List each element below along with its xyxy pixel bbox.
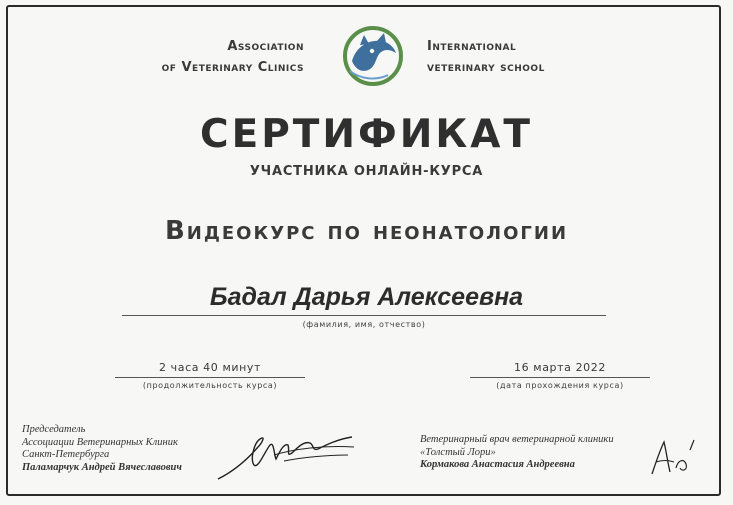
certificate-title: СЕРТИФИКАТ <box>199 112 534 157</box>
recipient-caption: (фамилия, имя, отчество) <box>302 320 426 329</box>
cat-head-logo-icon <box>342 25 404 87</box>
right-signer-title-2: «Толстый Лори» <box>420 446 496 458</box>
association-line-1: Association <box>227 39 304 54</box>
duration-caption: (продолжительность курса) <box>142 381 278 390</box>
association-line-2: of Veterinary Clinics <box>161 60 304 75</box>
date-underline <box>470 377 650 378</box>
left-signer-name: Паламарчук Андрей Вячеславович <box>22 461 182 473</box>
school-line-2: veterinary school <box>427 60 545 75</box>
school-name <box>427 36 545 78</box>
signature-icon <box>214 425 359 485</box>
signature-icon <box>646 428 706 480</box>
certificate-subtitle: УЧАСТНИКА ОНЛАЙН-КУРСА <box>249 164 484 179</box>
left-signer-title-2: Ассоциации Ветеринарных Клиник <box>22 436 178 448</box>
left-signer-title-1: Председатель <box>22 424 86 435</box>
association-name <box>162 36 304 78</box>
school-line-1: International <box>427 39 517 54</box>
course-name: Видеокурс по неонатологии <box>164 216 569 246</box>
duration-value: 2 часа 40 минут <box>158 361 262 374</box>
right-signer-name: Кормакова Анастасия Андреевна <box>420 459 575 470</box>
recipient-name: Бадал Дарья Алексеевна <box>209 283 524 311</box>
recipient-underline <box>122 315 606 316</box>
right-signer-title-1: Ветеринарный врач ветеринарной клиники <box>420 434 614 445</box>
left-signer <box>22 424 182 474</box>
date-value: 16 марта 2022 <box>514 361 606 374</box>
duration-underline <box>115 377 305 378</box>
left-signer-title-3: Санкт-Петербурга <box>22 449 110 460</box>
right-signer <box>420 434 614 472</box>
date-caption: (дата прохождения курса) <box>496 381 624 390</box>
